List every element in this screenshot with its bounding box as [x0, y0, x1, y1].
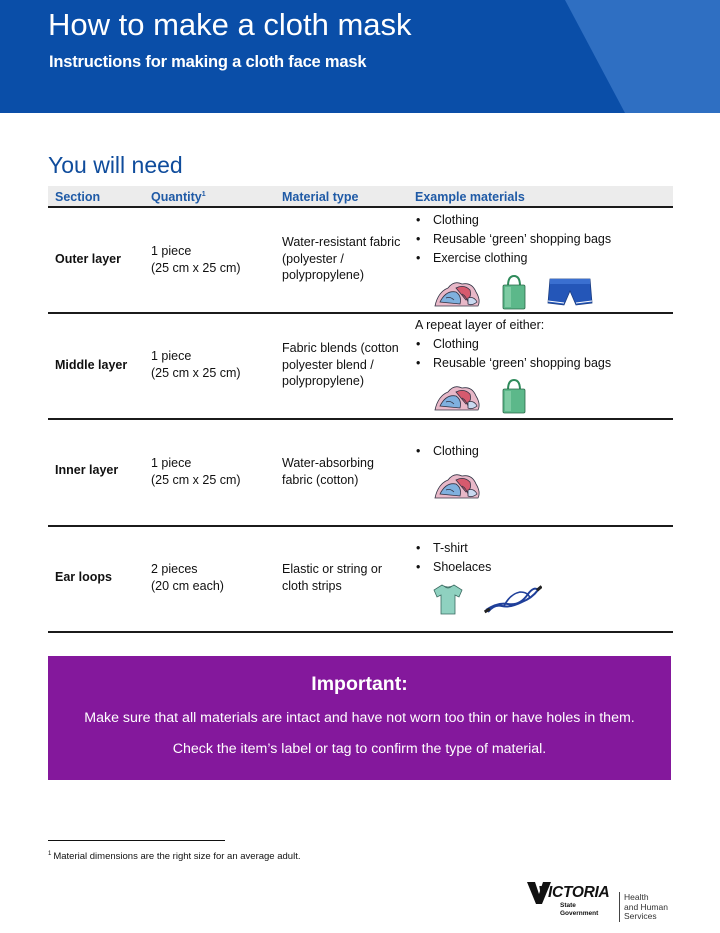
shopping-bag-icon: [500, 274, 528, 310]
section-heading: You will need: [48, 152, 183, 178]
table-row-middle-layer: [48, 314, 673, 420]
row-material-type: Water-absorbing fabric (cotton): [282, 456, 374, 487]
clothes-pile-icon: [432, 274, 482, 310]
shopping-bag-icon: [500, 378, 528, 414]
row-examples: [415, 442, 479, 461]
list-item: • Clothing: [415, 442, 479, 461]
row-material-type: Water-resistant fabric (polyester / polypropylene): [282, 235, 401, 282]
row-quantity: 1 piece (25 cm x 25 cm): [151, 244, 241, 275]
row-quantity: 1 piece (25 cm x 25 cm): [151, 456, 241, 487]
header-section: Section: [55, 190, 101, 204]
logo-victoria-text: VICTORIA: [538, 884, 610, 901]
list-item: • Reusable ‘green’ shopping bags: [415, 354, 611, 373]
row-quantity: 2 pieces (20 cm each): [151, 562, 224, 593]
row-section-label: Outer layer: [55, 252, 122, 266]
important-line-1: Make sure that all materials are intact and have not worn too thin or have holes in them.: [84, 710, 635, 726]
row-section-label: Inner layer: [55, 463, 119, 477]
example-icons: [432, 466, 482, 502]
page-title: How to make a cloth mask: [48, 7, 412, 42]
list-item: • Clothing: [415, 211, 611, 230]
clothes-pile-icon: [432, 378, 482, 414]
example-icons: [432, 582, 542, 616]
table-header: [48, 186, 673, 208]
list-item: • T-shirt: [415, 539, 491, 558]
row-section-label: Ear loops: [55, 570, 112, 584]
page-subtitle: Instructions for making a cloth face mask: [49, 53, 367, 71]
materials-table: [48, 186, 673, 633]
header-quantity: Quantity$^1$: [151, 190, 206, 204]
row-section-label: Middle layer: [55, 358, 128, 372]
logo-state-government: State Government: [560, 902, 599, 917]
list-item: • Reusable ‘green’ shopping bags: [415, 230, 611, 249]
logo-divider: [619, 892, 620, 922]
row-quantity: 1 piece (25 cm x 25 cm): [151, 349, 241, 380]
list-item: • Clothing: [415, 335, 611, 354]
header-material-type: Material type: [282, 190, 359, 204]
footnote-divider: [48, 840, 225, 841]
t-shirt-icon: [432, 582, 464, 616]
example-icons: [432, 274, 594, 310]
logo-department: Health and Human Services: [624, 892, 668, 921]
victoria-government-logo: [526, 878, 686, 924]
clothes-pile-icon: [432, 466, 482, 502]
row-material-type: Fabric blends (cotton polyester blend / polypropylene): [282, 341, 399, 388]
row-examples: [415, 211, 611, 268]
important-line-2: Check the item’s label or tag to confirm the type of material.: [172, 741, 547, 757]
examples-intro: A repeat layer of either:: [415, 318, 545, 332]
list-item: • Shoelaces: [415, 558, 491, 577]
shoelace-icon: [484, 584, 542, 614]
header-example-materials: Example materials: [415, 190, 525, 204]
example-icons: [432, 378, 528, 414]
table-row-outer-layer: [48, 208, 673, 314]
important-title: Important:: [311, 673, 408, 695]
footnote: $^1$ Material dimensions are the right size for an average adult.: [48, 850, 301, 862]
important-notice: [48, 656, 671, 780]
table-row-ear-loops: [48, 527, 673, 633]
row-examples: [415, 316, 611, 373]
header-banner: [0, 0, 720, 113]
table-row-inner-layer: [48, 420, 673, 527]
row-examples: [415, 539, 491, 577]
shorts-icon: [546, 275, 594, 309]
row-material-type: Elastic or string or cloth strips: [282, 562, 383, 593]
list-item: • Exercise clothing: [415, 249, 611, 268]
